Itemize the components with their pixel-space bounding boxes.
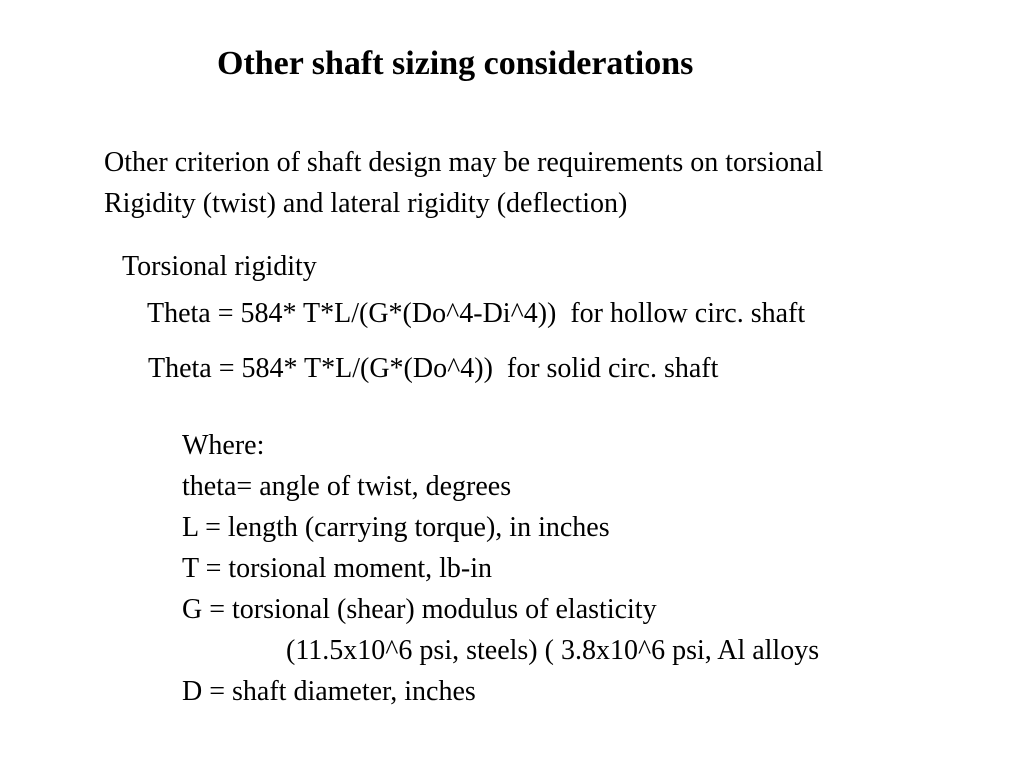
variable-legend	[182, 425, 819, 712]
intro-paragraph	[104, 142, 823, 224]
formula-solid-shaft: Theta = 584* T*L/(G*(Do^4)) for solid circ. shaft	[148, 353, 719, 384]
legend-modulus-values: (11.5x10^6 psi, steels) ( 3.8x10^6 psi, Al alloys	[286, 635, 820, 666]
intro-line-2: Rigidity (twist) and lateral rigidity (deflection)	[104, 188, 628, 219]
legend-torque: T = torsional moment, lb-in	[182, 553, 493, 584]
formula-hollow-shaft: Theta = 584* T*L/(G*(Do^4-Di^4)) for hollow circ. shaft	[147, 298, 806, 329]
slide-title: Other shaft sizing considerations	[217, 45, 694, 82]
legend-theta: theta= angle of twist, degrees	[182, 471, 512, 502]
section-heading-torsional-rigidity: Torsional rigidity	[122, 251, 317, 282]
legend-heading: Where:	[182, 430, 265, 461]
legend-diameter: D = shaft diameter, inches	[182, 676, 476, 707]
legend-modulus: G = torsional (shear) modulus of elasticity	[182, 594, 657, 625]
legend-length: L = length (carrying torque), in inches	[182, 512, 610, 543]
intro-line-1: Other criterion of shaft design may be requirements on torsional	[104, 147, 824, 178]
